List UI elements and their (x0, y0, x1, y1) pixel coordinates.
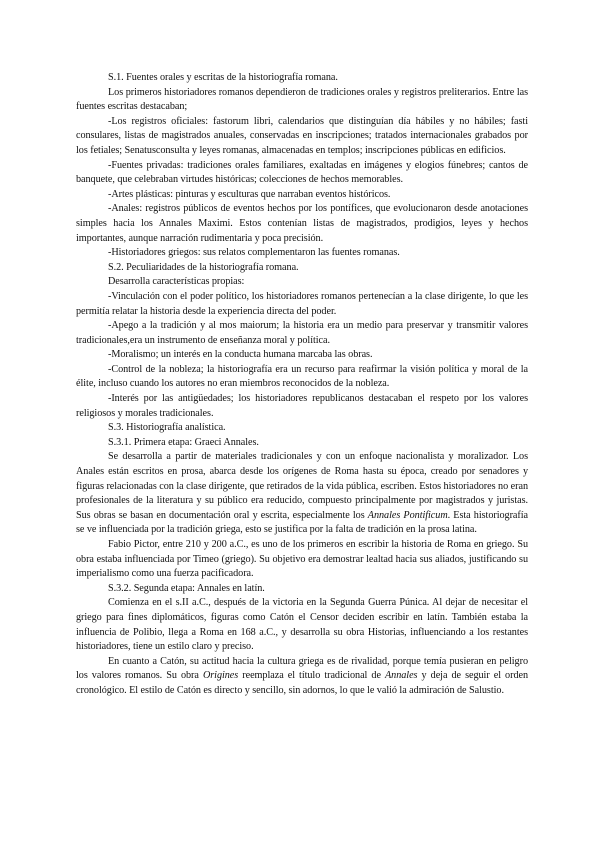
paragraph (76, 655, 528, 699)
emphasis-text: Annales (385, 670, 418, 682)
paragraph: -Los registros oficiales: fastorum libri, calendarios que distinguían día hábiles y no hábiles; fasti consulares, listas de magistrados anuales, conservadas en inscripciones; tratados internacionales grabados por los fetiales; Senatusconsulta y leyes romanas, almacenadas en templos; inscripciones públicas en edificios. (76, 115, 528, 156)
paragraph-text: Se desarrolla a partir de materiales tradicionales y con un enfoque nacionalista y moralizador. Los Anales están escritos en prosa, abarca desde los orígenes de Roma hasta su época, creado por senadores y figuras relacionadas con la clase dirigente, que retirados de la vida pública, escriben. Estos historiadores no eran profesionales de la literatura y su público era reducido, compuesto principalmente por magistrados y juristas. Sus obras se basan en documentación oral y escrita, especialmente los (76, 451, 528, 521)
paragraph (76, 450, 528, 538)
paragraph: Comienza en el s.II a.C., después de la victoria en la Segunda Guerra Púnica. Al dejar de necesitar el griego para fines diplomáticos, figuras como Catón el Censor deciden escribir en latín. También estaba la influencia de Polibio, llega a Roma en 168 a.C., y desarrolla su obra Historias, influenciando a los restantes historiadores, tiene un estilo claro y preciso. (76, 597, 528, 653)
emphasis-text: Origines (202, 670, 239, 682)
paragraph: -Anales: registros públicos de eventos hechos por los pontífices, que evolucionaron desde anotaciones simples hacia los Annales Maximi. Estos contenían listas de magistrados, prodigios, leyes y hechos importantes, aunque narración rudimentaria y poca precisión. (76, 203, 528, 244)
paragraph: -Artes plásticas: pinturas y esculturas que narraban eventos históricos. (108, 188, 391, 200)
paragraph: -Vinculación con el poder político, los historiadores romanos pertenecían a la clase dirigente, lo que les permitía relatar la historia desde la experiencia directa del poder. (76, 290, 528, 317)
paragraph: -Interés por las antigüedades; los historiadores republicanos destacaban el respeto por los valores religiosos y morales tradicionales. (76, 393, 528, 419)
section-heading-s1: S.1. Fuentes orales y escritas de la historiografía romana. (108, 72, 338, 83)
paragraph: -Apego a la tradición y al mos maiorum; la historia era un medio para preservar y transmitir valores tradicionales,era un instrumento de enseñanza moral y política. (76, 320, 528, 346)
paragraph: Los primeros historiadores romanos dependieron de tradiciones orales y registros preliterarios. Entre las fuentes escritas destacaban; (76, 86, 528, 113)
paragraph-text: . Esta historiografía se ve influenciada por la tradición griega, esto se justifica por la falta de tradición en la prosa latina. (76, 509, 528, 536)
paragraph: -Moralismo; un interés en la conducta humana marcaba las obras. (108, 349, 373, 361)
section-heading-s2: S.2. Peculiaridades de la historiografía romana. (108, 261, 299, 273)
subsection-heading-s3-2: S.3.2. Segunda etapa: Annales en latín. (108, 582, 265, 594)
paragraph: -Fuentes privadas: tradiciones orales familiares, exaltadas en imágenes y elogios fúnebres; cantos de banquete, que celebraban virtudes históricas; colecciones de hechos memorables. (76, 159, 528, 186)
subsection-heading-s3-1: S.3.1. Primera etapa: Graeci Annales. (108, 436, 259, 448)
paragraph: -Historiadores griegos: sus relatos complementaron las fuentes romanas. (108, 247, 400, 259)
paragraph-text: En cuanto a Catón, su actitud hacia la cultura griega es de rivalidad, porque temía pusieran en peligro los valores romanos. Su obra (76, 655, 528, 682)
paragraph: Desarrolla características propias: (108, 276, 245, 288)
paragraph: -Control de la nobleza; la historiografía era un recurso para reafirmar la visión política y moral de la élite, incluso cuando los autores no eran miembros reconocidos de la nobleza. (76, 363, 528, 390)
section-heading-s3: S.3. Historiografía analística. (108, 422, 226, 434)
paragraph-text: y deja de seguir el orden cronológico. El estilo de Catón es directo y sencillo, sin adornos, lo que le valió la admiración de Salustio. (76, 670, 529, 696)
paragraph-text: reemplaza el título tradicional de (238, 670, 385, 682)
emphasis-text: Annales Pontificum (367, 509, 448, 521)
paragraph: Fabio Pictor, entre 210 y 200 a.C., es uno de los primeros en escribir la historia de Roma en griego. Su obra estaba influenciada por Timeo (griego). Su objetivo era demostrar lealtad hacia sus aliados, justificando su imperialismo como una fuerza pacificadora. (76, 539, 528, 580)
